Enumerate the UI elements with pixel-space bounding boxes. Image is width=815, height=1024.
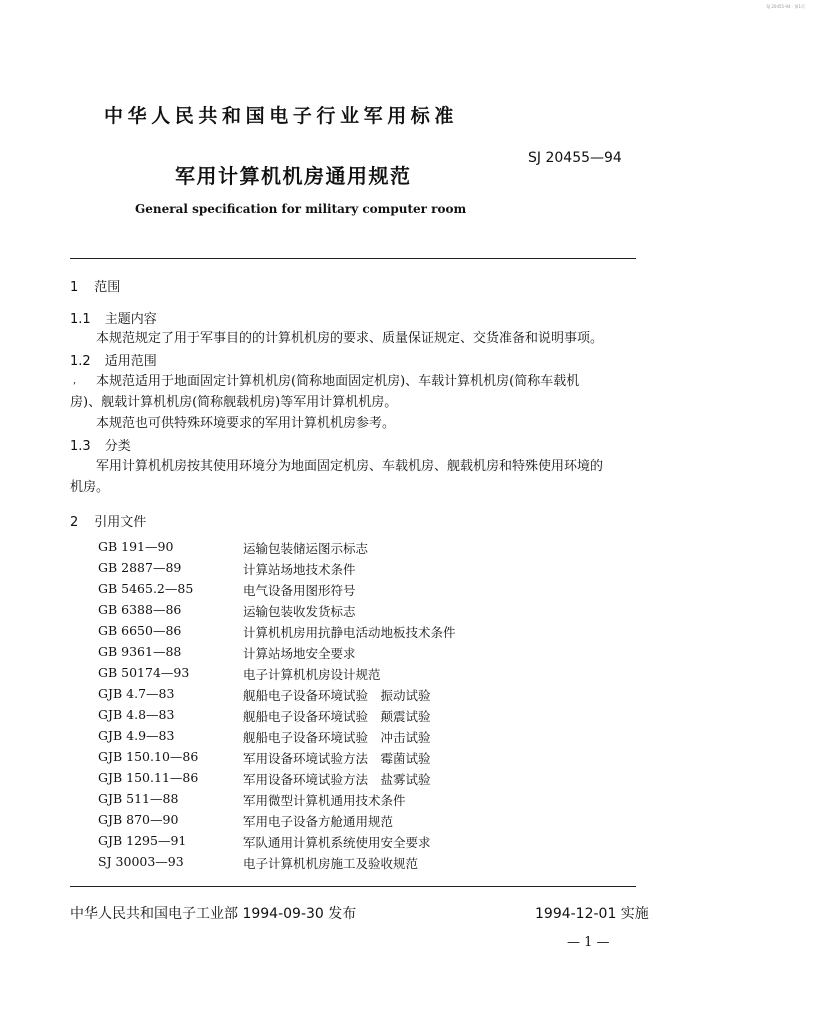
section-1-2-text-line1: 本规范适用于地面固定计算机机房(简称地面固定机房)、车载计算机机房(简称车载机 bbox=[96, 374, 580, 389]
standard-organization: 中华人民共和国电子行业军用标准 bbox=[104, 105, 459, 127]
section-1-3-text-line2: 机房。 bbox=[70, 480, 110, 495]
reference-title: 军用设备环境试验方法 盐雾试验 bbox=[243, 772, 431, 787]
reference-code: GB 2887—89 bbox=[98, 560, 182, 575]
reference-code: GJB 870—90 bbox=[98, 812, 179, 827]
section-title: 主题内容 bbox=[104, 312, 157, 327]
section-1-2-text-line2: 房)、舰载计算机机房(简称舰载机房)等军用计算机机房。 bbox=[70, 395, 398, 410]
reference-code: GB 6388—86 bbox=[98, 602, 182, 617]
standard-code: SJ 20455—94 bbox=[528, 150, 622, 166]
section-number: 2 bbox=[70, 515, 79, 530]
issue-date: 中华人民共和国电子工业部 1994-09-30 发布 bbox=[70, 906, 357, 922]
reference-code: GJB 1295—91 bbox=[98, 833, 187, 848]
footer-divider bbox=[70, 886, 636, 887]
document-title: 军用计算机机房通用规范 bbox=[175, 164, 412, 188]
corner-note: SJ 20455-94 · 第1页 bbox=[766, 4, 805, 9]
section-title: 分类 bbox=[104, 439, 131, 454]
margin-mark: , bbox=[73, 375, 77, 386]
section-1-1-text: 本规范规定了用于军事目的的计算机机房的要求、质量保证规定、交货准备和说明事项。 bbox=[96, 331, 604, 346]
reference-title: 军用设备环境试验方法 霉菌试验 bbox=[243, 751, 431, 766]
reference-title: 舰船电子设备环境试验 颠震试验 bbox=[243, 709, 431, 724]
reference-code: GJB 4.7—83 bbox=[98, 686, 175, 701]
reference-code: GJB 150.11—86 bbox=[98, 770, 199, 785]
reference-title: 电子计算机机房设计规范 bbox=[243, 667, 381, 682]
reference-title: 军队通用计算机系统使用安全要求 bbox=[243, 835, 431, 850]
section-title: 范围 bbox=[94, 280, 121, 295]
page-number: — 1 — bbox=[567, 935, 610, 950]
reference-title: 运输包装储运图示标志 bbox=[243, 541, 369, 556]
section-number: 1.1 bbox=[70, 312, 91, 327]
header-divider bbox=[70, 258, 636, 259]
reference-code: GB 6650—86 bbox=[98, 623, 182, 638]
section-title: 引用文件 bbox=[94, 515, 147, 530]
reference-title: 计算站场地技术条件 bbox=[243, 562, 356, 577]
section-1-2-text2: 本规范也可供特殊环境要求的军用计算机机房参考。 bbox=[96, 416, 396, 431]
reference-title: 舰船电子设备环境试验 冲击试验 bbox=[243, 730, 431, 745]
reference-code: GJB 150.10—86 bbox=[98, 749, 199, 764]
section-number: 1 bbox=[70, 280, 79, 295]
reference-code: GB 9361—88 bbox=[98, 644, 182, 659]
document-title-english: General specification for military computer room bbox=[135, 202, 467, 216]
reference-title: 计算站场地安全要求 bbox=[243, 646, 356, 661]
reference-title: 计算机机房用抗静电活动地板技术条件 bbox=[243, 625, 456, 640]
reference-code: GB 191—90 bbox=[98, 539, 174, 554]
section-number: 1.3 bbox=[70, 439, 91, 454]
reference-title: 军用微型计算机通用技术条件 bbox=[243, 793, 406, 808]
section-number: 1.2 bbox=[70, 354, 91, 369]
section-1-heading bbox=[70, 276, 120, 295]
reference-title: 运输包装收发货标志 bbox=[243, 604, 356, 619]
reference-title: 军用电子设备方舱通用规范 bbox=[243, 814, 394, 829]
reference-code: GJB 4.8—83 bbox=[98, 707, 175, 722]
effective-date: 1994-12-01 实施 bbox=[535, 906, 649, 922]
reference-code: GJB 4.9—83 bbox=[98, 728, 175, 743]
reference-code: GB 50174—93 bbox=[98, 665, 190, 680]
section-1-3-heading bbox=[70, 435, 131, 454]
reference-code: GJB 511—88 bbox=[98, 791, 179, 806]
section-2-heading bbox=[70, 511, 146, 530]
reference-title: 电子计算机机房施工及验收规范 bbox=[243, 856, 419, 871]
section-title: 适用范围 bbox=[104, 354, 157, 369]
reference-title: 舰船电子设备环境试验 振动试验 bbox=[243, 688, 431, 703]
section-1-2-heading bbox=[70, 350, 157, 369]
reference-code: GB 5465.2—85 bbox=[98, 581, 194, 596]
reference-code: SJ 30003—93 bbox=[98, 854, 184, 869]
section-1-1-heading bbox=[70, 308, 157, 327]
section-1-3-text-line1: 军用计算机机房按其使用环境分为地面固定机房、车载机房、舰载机房和特殊使用环境的 bbox=[96, 459, 604, 474]
reference-title: 电气设备用图形符号 bbox=[243, 583, 356, 598]
